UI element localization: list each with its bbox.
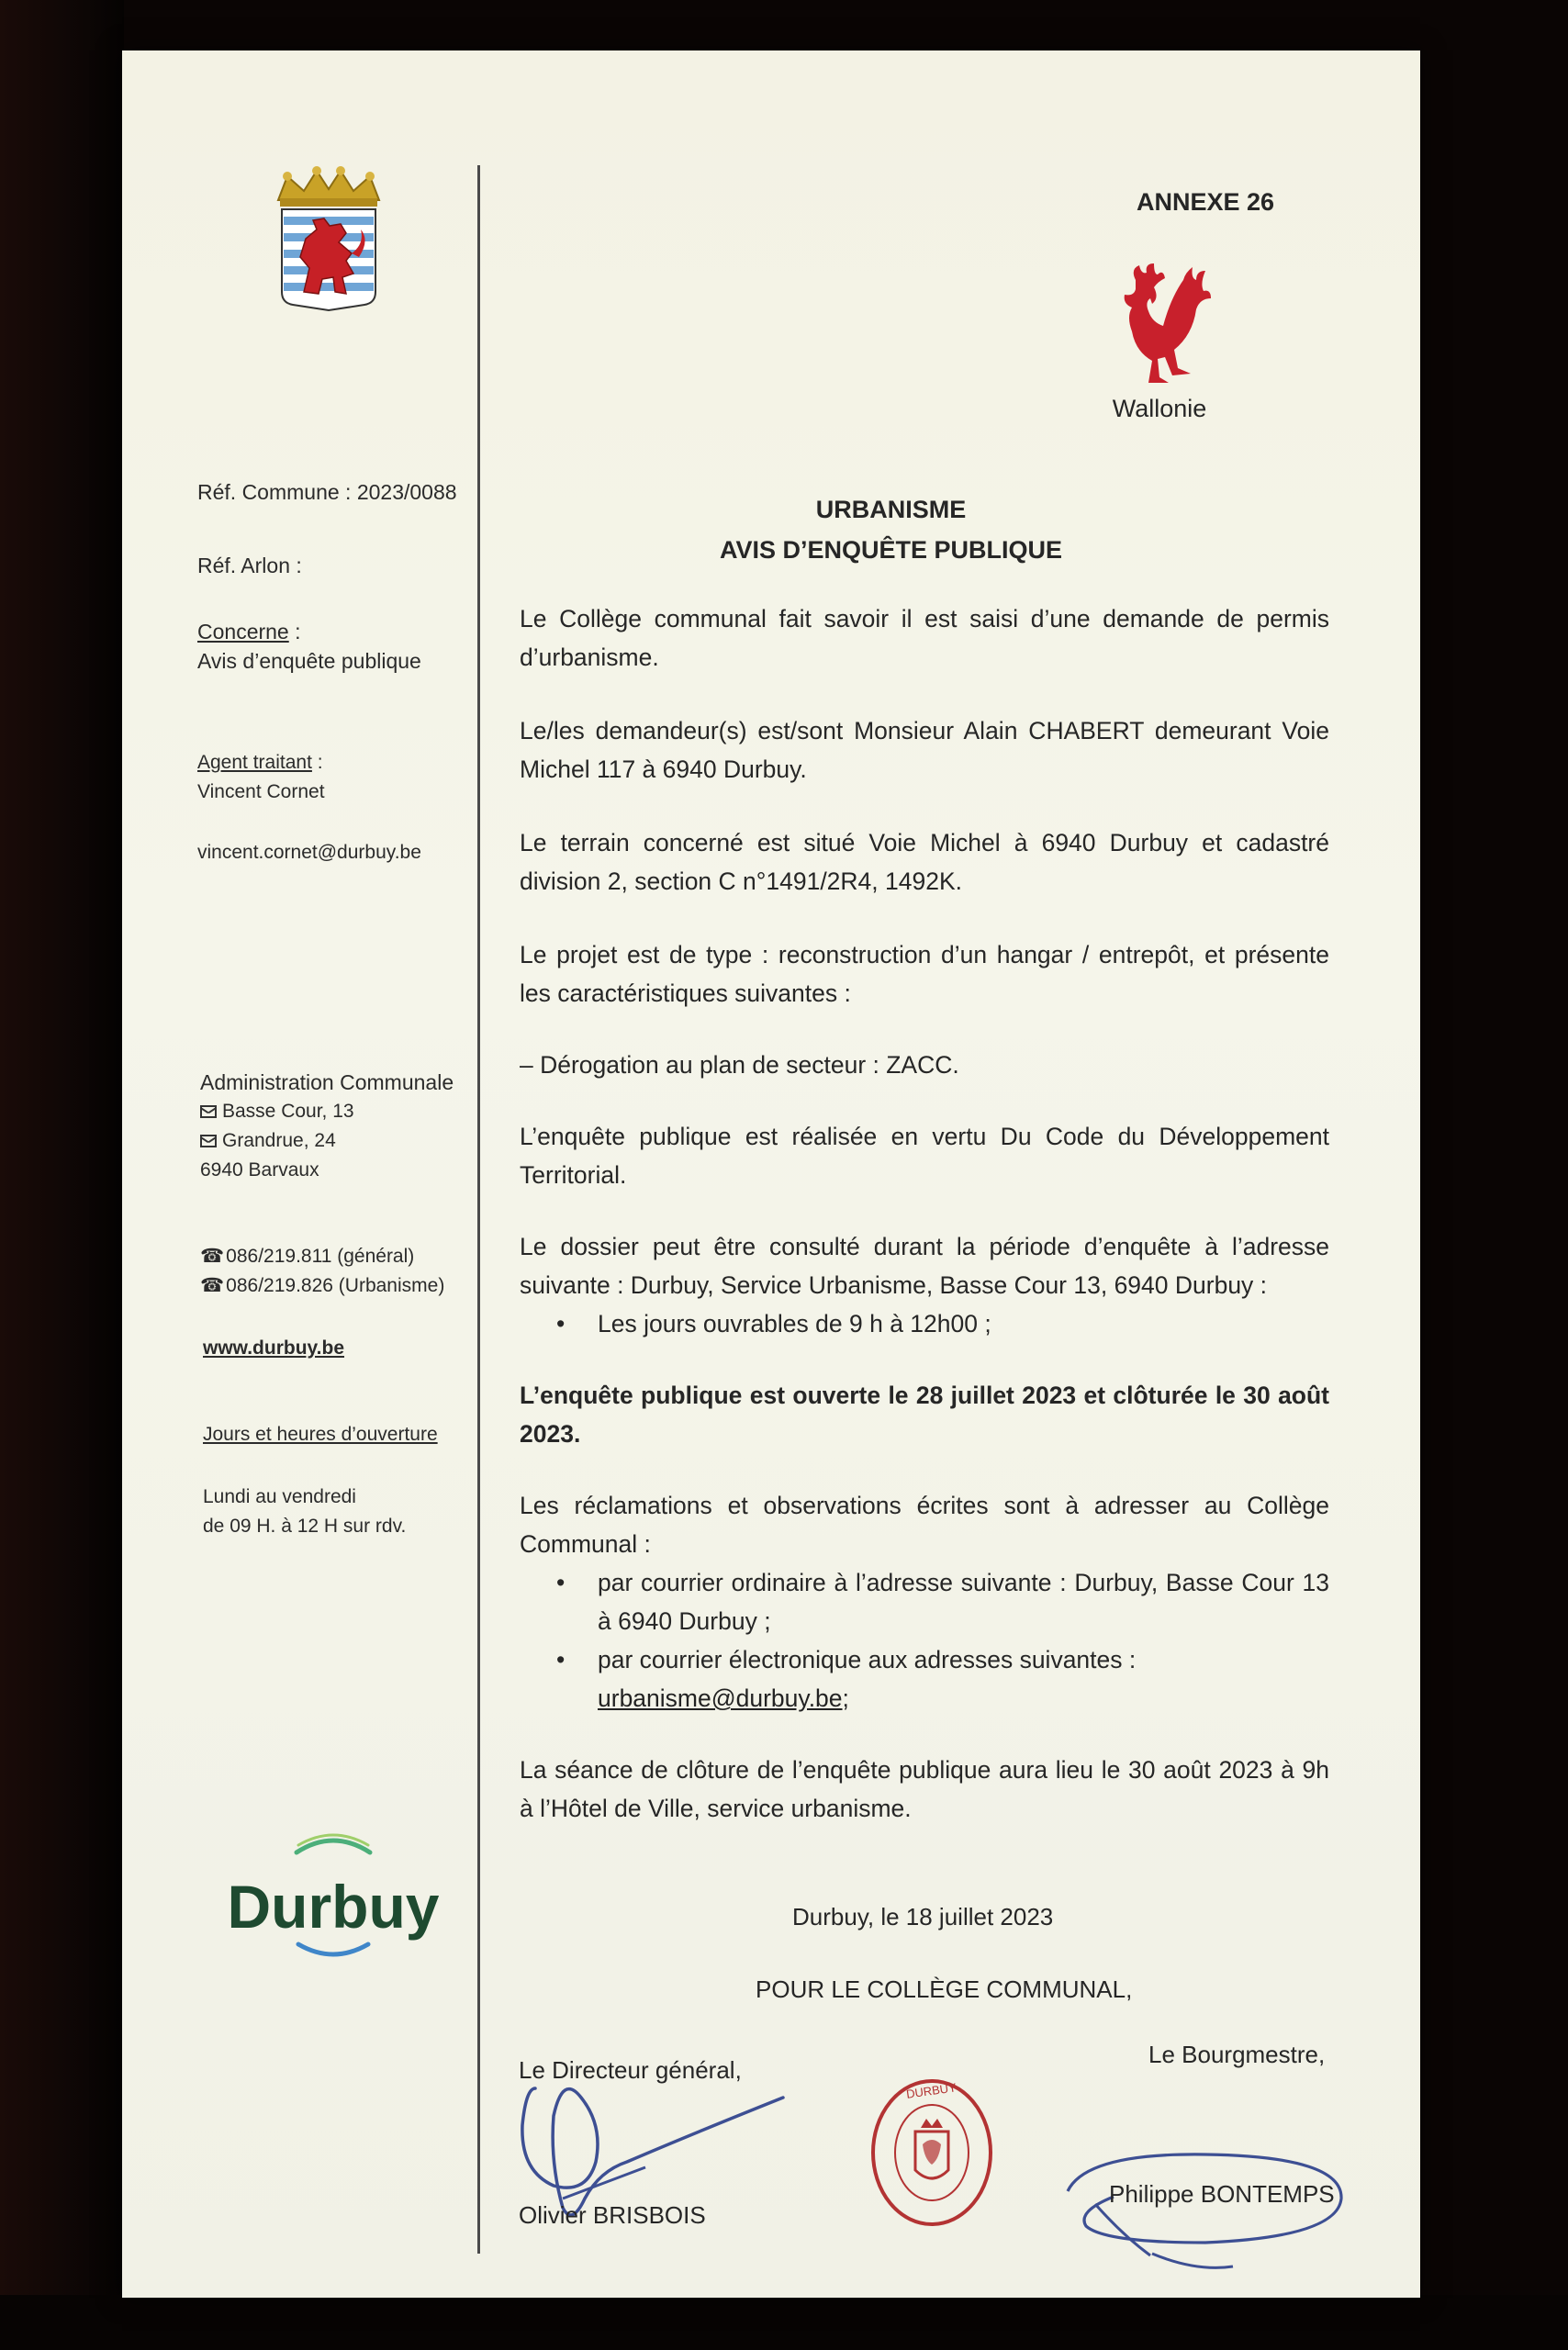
concerne-colon: :: [288, 620, 301, 643]
bullet-icon: •: [556, 1569, 566, 1596]
list-item: [520, 1563, 1329, 1640]
date-line: Durbuy, le 18 juillet 2023: [792, 1903, 1054, 1930]
phone-block: [200, 1242, 444, 1301]
address-line-3: 6940 Barvaux: [200, 1159, 319, 1181]
complaint-by-email: par courrier électronique aux adresses suivantes :: [598, 1646, 1137, 1673]
agent-name: Vincent Cornet: [197, 781, 325, 802]
hours-title: Jours et heures d’ouverture: [203, 1424, 438, 1445]
paragraph-project: Le projet est de type : reconstruction d’un hangar / entrepôt, et présente les caractéristiques suivantes :: [520, 941, 1329, 1007]
agent-label: Agent traitant: [197, 752, 312, 773]
phone-urbanisme: 086/219.826 (Urbanisme): [226, 1275, 445, 1296]
background-frame-left: [0, 0, 124, 2350]
phone-general: 086/219.811 (général): [226, 1246, 415, 1267]
wallonie-label: Wallonie: [1112, 395, 1207, 422]
concerne-label: Concerne: [197, 620, 289, 643]
paragraph-applicant: Le/les demandeur(s) est/sont Monsieur Alain CHABERT demeurant Voie Michel 117 à 6940 Durbuy.: [520, 717, 1329, 783]
agent-block: [197, 748, 325, 807]
list-item: [520, 1640, 1329, 1718]
director-name: Olivier BRISBOIS: [519, 2201, 706, 2229]
address-block: [200, 1097, 354, 1185]
address-line-1: Basse Cour, 13: [222, 1101, 354, 1122]
bullet-icon: •: [556, 1646, 566, 1673]
director-title: Le Directeur général,: [519, 2056, 742, 2084]
title-line-1: URBANISME: [815, 496, 967, 523]
annexe-label: ANNEXE 26: [1136, 188, 1275, 216]
paragraph-complaints: Les réclamations et observations écrites sont à adresser au Collège Communal :: [520, 1492, 1329, 1558]
paragraph-dates: L’enquête publique est ouverte le 28 juillet 2023 et clôturée le 30 août 2023.: [520, 1382, 1329, 1448]
concerne-block: [197, 617, 421, 676]
durbuy-logo-icon: [214, 1827, 453, 1974]
ref-commune: Réf. Commune : 2023/0088: [197, 480, 457, 504]
mayor-title: Le Bourgmestre,: [1148, 2041, 1326, 2068]
mail-icon: [200, 1105, 217, 1118]
paragraph-land: Le terrain concerné est situé Voie Michel à 6940 Durbuy et cadastré division 2, section C n°1491/2R4, 1492K.: [520, 829, 1329, 895]
paragraph-consultation: Le dossier peut être consulté durant la période d’enquête à l’adresse suivante : Durbuy, Service Urbanisme, Basse Cour 13, 6940 Durbuy :: [520, 1233, 1329, 1299]
paragraph-intro: Le Collège communal fait savoir il est saisi d’une demande de permis d’urbanisme.: [520, 605, 1329, 671]
title-line-2: AVIS D’ENQUÊTE PUBLIQUE: [719, 536, 1063, 564]
seal-text: DURBUY: [905, 2080, 958, 2101]
concerne-value: Avis d’enquête publique: [197, 649, 421, 673]
column-divider: [477, 165, 480, 2254]
agent-email[interactable]: vincent.cornet@durbuy.be: [197, 842, 421, 863]
agent-colon: :: [311, 752, 323, 773]
paragraph-derogation: – Dérogation au plan de secteur : ZACC.: [520, 1051, 959, 1079]
coat-of-arms-icon: [269, 165, 388, 312]
admin-title: Administration Communale: [200, 1070, 454, 1094]
phone-icon: ☎: [200, 1275, 225, 1296]
paragraph-legal-basis: L’enquête publique est réalisée en vertu Du Code du Développement Territorial.: [520, 1123, 1329, 1189]
consultation-list: [520, 1304, 1329, 1343]
notice-title: [554, 489, 1228, 570]
hours-line-2: de 09 H. à 12 H sur rdv.: [203, 1516, 407, 1537]
college-line: POUR LE COLLÈGE COMMUNAL,: [756, 1975, 1133, 2003]
notice-sheet: [122, 50, 1420, 2298]
complaint-by-mail: par courrier ordinaire à l’adresse suivante : Durbuy, Basse Cour 13 à 6940 Durbuy ;: [598, 1569, 1329, 1635]
background-frame-bottom: [0, 2295, 1568, 2350]
urbanisme-email-link[interactable]: urbanisme@durbuy.be: [598, 1684, 843, 1712]
municipal-seal-icon: [866, 2075, 999, 2231]
paragraph-closing-session: La séance de clôture de l’enquête publique aura lieu le 30 août 2023 à 9h à l’Hôtel de Ville, service urbanisme.: [520, 1756, 1329, 1822]
mayor-name: Philippe BONTEMPS: [1109, 2180, 1335, 2208]
hours-line-1: Lundi au vendredi: [203, 1486, 356, 1507]
email-terminator: ;: [842, 1684, 849, 1712]
list-item: [520, 1304, 1329, 1343]
wallonie-rooster-icon: [1104, 262, 1215, 390]
address-line-2: Grandrue, 24: [222, 1130, 336, 1151]
hours-block: [203, 1483, 406, 1541]
notice-body: [520, 599, 1329, 1828]
mail-icon: [200, 1135, 217, 1147]
website-link[interactable]: www.durbuy.be: [203, 1337, 345, 1359]
consultation-hours: Les jours ouvrables de 9 h à 12h00 ;: [598, 1310, 991, 1337]
phone-icon: ☎: [200, 1246, 225, 1267]
ref-arlon: Réf. Arlon :: [197, 554, 302, 577]
logo-text: Durbuy: [227, 1873, 440, 1941]
bullet-icon: •: [556, 1310, 566, 1337]
complaints-list: [520, 1563, 1329, 1718]
